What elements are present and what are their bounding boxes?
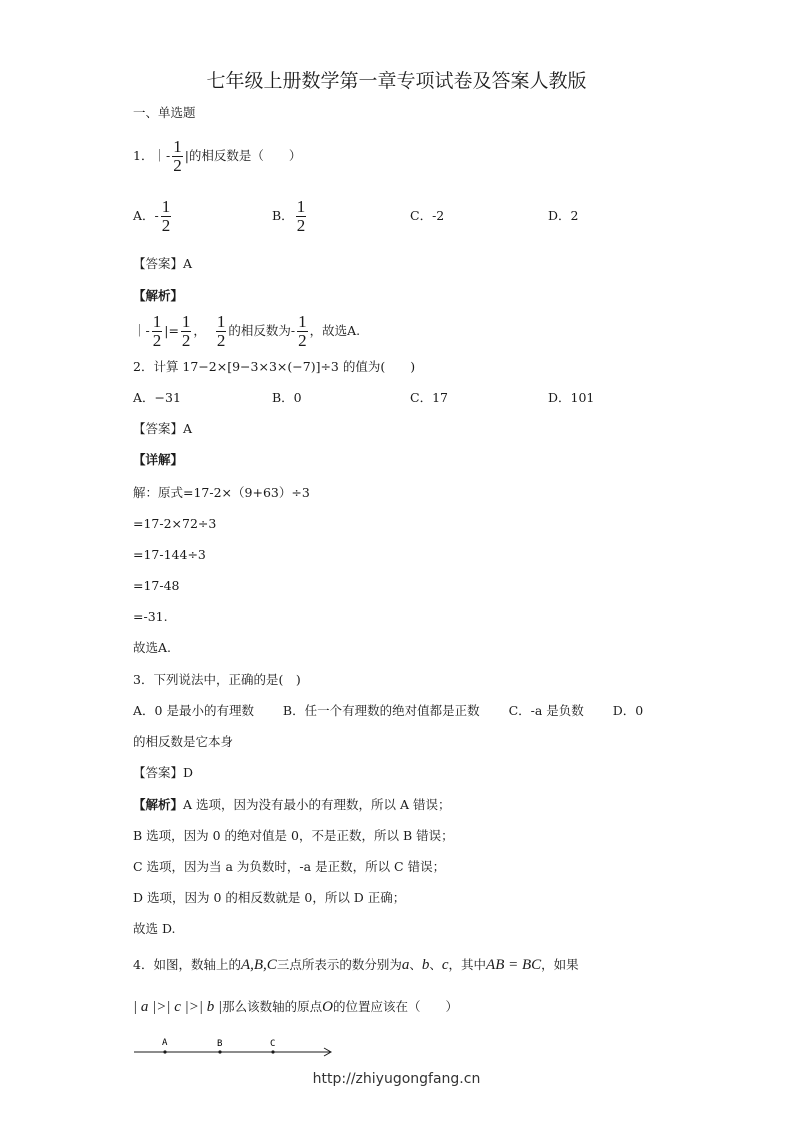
q3-analysis-line: B 选项，因为 0 的绝对值是 0，不是正数，所以 B 错误； [133, 828, 454, 843]
q3-analysis-title: 【解析】 [133, 797, 184, 812]
q3-options-line-1: A．0 是最小的有理数 B．任一个有理数的绝对值都是正数 C．-a 是负数 D．0 [133, 703, 644, 718]
fraction-numerator: 1 [296, 197, 306, 216]
q3-analysis-line [133, 797, 451, 813]
q4-text: 4．如图，数轴上的 [133, 957, 241, 972]
q2-answer: 【答案】A [133, 421, 193, 436]
q1-sol-part: ｜- [133, 323, 150, 338]
q1-option-d: D．2 [548, 208, 579, 223]
q3-analysis-line: D 选项，因为 0 的相反数就是 0，所以 D 正确； [133, 890, 406, 905]
point-b-label: B [217, 1039, 223, 1049]
section-heading: 一、单选题 [133, 105, 196, 120]
q1-sol-part: |= [164, 323, 179, 338]
q3-answer: 【答案】D [133, 765, 194, 780]
q4-text: ，其中 [448, 957, 487, 972]
fraction-numerator: 1 [152, 312, 162, 331]
q2-option-c: C．17 [410, 390, 448, 405]
q1-sol-part: ， [193, 323, 206, 338]
point-a-dot [163, 1050, 166, 1053]
q2-step: =17-48 [133, 578, 180, 593]
q1-analysis-line [133, 313, 360, 350]
q4-text: 、 [409, 957, 422, 972]
fraction [152, 313, 163, 350]
q4-points: A,B,C [240, 957, 277, 973]
q1-option-a-label: A．- [133, 208, 159, 223]
fraction-numerator: 1 [173, 137, 182, 156]
q1-stem-pre: 1．｜- [133, 148, 171, 163]
point-c-dot [271, 1050, 274, 1053]
question-4-stem-line-1 [133, 955, 579, 975]
q4-equation: AB = BC [486, 957, 542, 973]
fraction-denominator: 2 [298, 331, 307, 350]
fraction-denominator: 2 [152, 331, 162, 350]
fraction [216, 313, 227, 350]
q2-step: =17-2×72÷3 [133, 516, 217, 531]
q4-var: a [401, 957, 410, 973]
fraction-numerator: 1 [161, 197, 171, 216]
q2-step: 故选A. [133, 640, 172, 655]
fraction-denominator: 2 [296, 216, 306, 235]
q3-analysis-line: C 选项，因为当 a 为负数时，-a 是正数，所以 C 错误； [133, 859, 446, 874]
q4-text: ，如果 [541, 957, 579, 972]
footer-url[interactable]: http://zhiyugongfang.cn [312, 1071, 481, 1087]
q4-text: 、 [429, 957, 442, 972]
q2-option-d: D．101 [548, 390, 595, 405]
q4-text: 三点所表示的数分别为 [276, 957, 402, 972]
q1-sol-part: 的相反数为- [228, 323, 296, 338]
fraction [297, 313, 308, 350]
question-1-stem [133, 138, 301, 175]
q1-answer: 【答案】A [133, 256, 193, 271]
point-c-label: C [270, 1039, 276, 1049]
q2-step: =17-144÷3 [133, 547, 206, 562]
q1-option-a [133, 198, 173, 235]
q1-option-c: C．-2 [410, 208, 445, 223]
q4-text: 的位置应该在（ ） [333, 999, 459, 1014]
q2-step: =-31. [133, 609, 168, 624]
question-3-stem: 3．下列说法中，正确的是( ) [133, 672, 301, 687]
fraction-numerator: 1 [298, 312, 307, 331]
q4-condition: | a |>| c |>| b | [133, 999, 223, 1015]
fraction-denominator: 2 [216, 331, 226, 350]
q4-var: c [441, 957, 449, 973]
page-title: 七年级上册数学第一章专项试卷及答案人教版 [206, 70, 587, 92]
point-b-dot [218, 1050, 221, 1053]
question-2-stem: 2．计算 17−2×[9−3×3×(−7)]÷3 的值为( ) [133, 359, 416, 374]
q3-options-line-2: 的相反数是它本身 [133, 734, 234, 749]
fraction [181, 313, 192, 350]
q3-analysis-text: A 选项，因为没有最小的有理数，所以 A 错误； [183, 797, 451, 812]
q1-analysis-title: 【解析】 [133, 288, 184, 303]
q1-option-b [272, 198, 308, 235]
q1-fraction [172, 138, 183, 175]
question-4-stem-line-2 [133, 997, 458, 1017]
fraction-numerator: 1 [181, 312, 191, 331]
point-a-label: A [162, 1038, 168, 1048]
q1-option-b-fraction [296, 198, 307, 235]
q2-step: 解：原式=17-2×（9+63）÷3 [133, 485, 310, 500]
fraction-denominator: 2 [173, 156, 182, 175]
fraction-numerator: 1 [216, 312, 226, 331]
fraction-denominator: 2 [161, 216, 171, 235]
q4-origin: O [322, 999, 334, 1015]
q4-text: 那么该数轴的原点 [222, 999, 323, 1014]
number-line-figure [130, 1035, 340, 1061]
q1-stem-post: |的相反数是（ ） [184, 148, 302, 163]
q4-var: b [421, 957, 430, 973]
q1-sol-part: ，故选A. [309, 323, 361, 338]
q2-detail-title: 【详解】 [133, 452, 184, 467]
q1-option-a-fraction [161, 198, 172, 235]
fraction-denominator: 2 [181, 331, 191, 350]
q2-option-a: A．−31 [133, 390, 181, 405]
q3-analysis-line: 故选 D. [133, 921, 176, 936]
q1-option-b-label: B． [272, 208, 294, 223]
q2-option-b: B．0 [272, 390, 302, 405]
